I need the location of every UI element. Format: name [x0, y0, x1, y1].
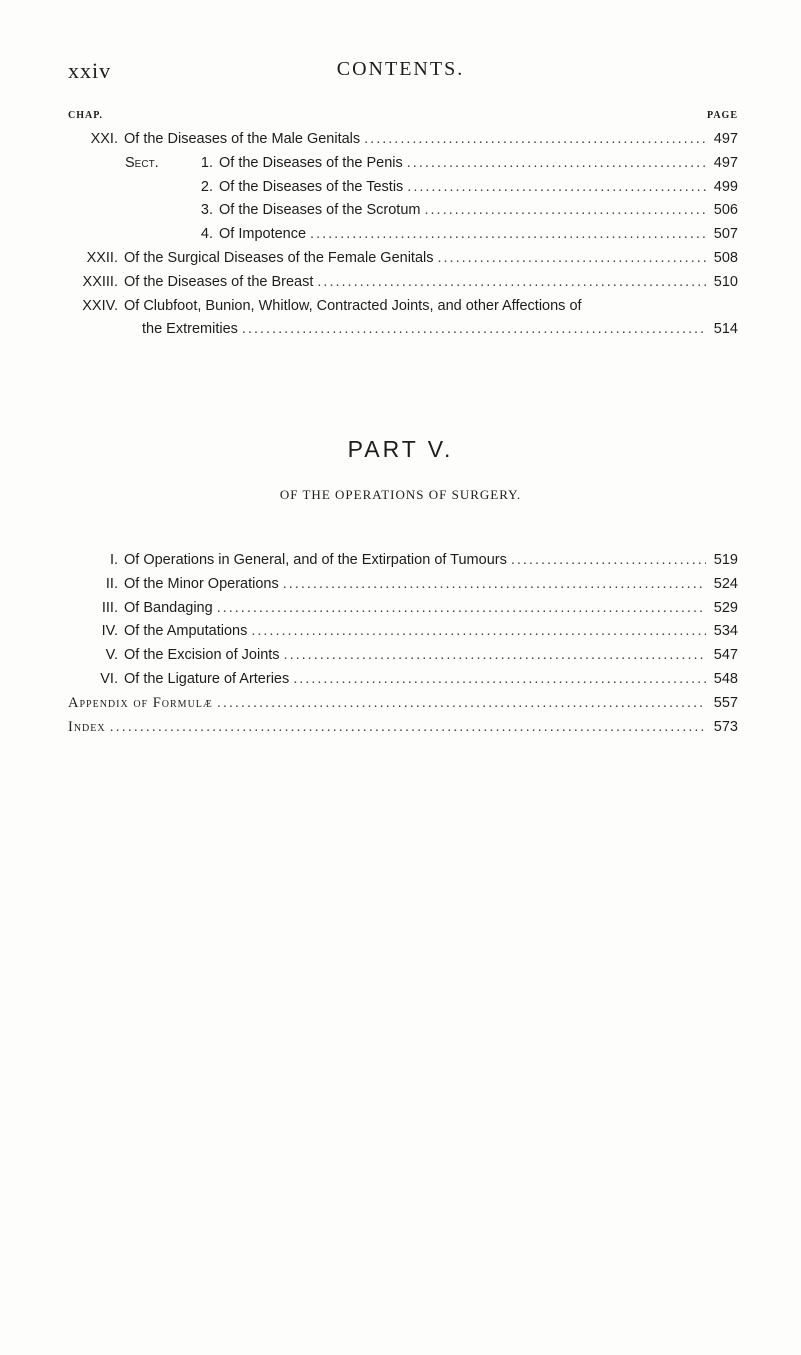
chapter-number: III.	[101, 599, 118, 616]
chapter-number: IV.	[101, 623, 118, 640]
toc-entry-appendix[interactable]	[68, 695, 738, 719]
toc-entry-index[interactable]	[68, 719, 738, 743]
chapter-number: XXIV.	[82, 297, 118, 314]
toc-entry[interactable]	[68, 179, 738, 203]
leader-dots	[407, 179, 706, 195]
section-number: 3.	[200, 202, 213, 219]
leader-dots	[407, 155, 706, 171]
entry-page: 547	[713, 647, 738, 664]
toc-part5	[68, 552, 738, 742]
toc-entry[interactable]	[68, 623, 738, 647]
running-head	[0, 58, 801, 88]
entry-page: 529	[713, 599, 738, 616]
toc-entry[interactable]	[68, 298, 738, 322]
toc-entry[interactable]	[68, 552, 738, 576]
entry-title: Of the Amputations	[124, 623, 248, 640]
leader-dots	[437, 250, 706, 266]
toc-entry[interactable]	[68, 274, 738, 298]
entry-page: 557	[713, 694, 738, 711]
entry-title: Of the Ligature of Arteries	[124, 670, 290, 687]
toc-entry[interactable]	[68, 131, 738, 155]
entry-title: Of the Excision of Joints	[124, 647, 280, 664]
entry-title: Of Impotence	[219, 226, 307, 243]
running-title: CONTENTS.	[336, 58, 465, 80]
entry-title: Of Bandaging	[124, 599, 213, 616]
entry-title: Of the Diseases of the Testis	[219, 178, 404, 195]
toc-entry[interactable]	[68, 250, 738, 274]
entry-title: Of the Diseases of the Breast	[124, 273, 314, 290]
entry-page: 510	[713, 273, 738, 290]
toc-entry[interactable]	[68, 647, 738, 671]
toc-entry-continuation[interactable]	[68, 321, 738, 345]
toc-entry[interactable]	[68, 671, 738, 695]
page-number: xxiv	[68, 58, 112, 83]
chapter-number: XXI.	[90, 131, 118, 147]
appendix-title: Appendix of Formulæ	[68, 694, 213, 711]
entry-page: 506	[713, 202, 738, 219]
page-heading: PAGE	[706, 110, 738, 121]
toc-entry[interactable]	[68, 202, 738, 226]
chap-heading: CHAP.	[68, 110, 103, 121]
entry-title: Of Clubfoot, Bunion, Whitlow, Contracted Joints, and other Affections of	[124, 297, 582, 314]
part-subtitle: OF THE OPERATIONS OF SURGERY.	[279, 487, 522, 502]
toc-entry[interactable]	[68, 600, 738, 624]
entry-page: 514	[713, 321, 738, 338]
section-number: 1.	[200, 154, 213, 171]
chapter-number: V.	[105, 647, 118, 664]
part-title: PART V.	[347, 436, 454, 462]
section-number: 2.	[200, 178, 213, 195]
chapter-number: VI.	[100, 670, 118, 687]
entry-title-continuation: the Extremities	[142, 321, 238, 338]
chapter-number: XXII.	[86, 249, 118, 266]
toc-part4	[68, 131, 738, 345]
toc-entry[interactable]	[68, 576, 738, 600]
section-number: 4.	[200, 226, 213, 243]
column-headings	[68, 110, 738, 121]
entry-page: 519	[713, 552, 738, 568]
entry-page: 548	[713, 670, 738, 687]
toc-entry[interactable]	[68, 155, 738, 179]
entry-title: Of the Diseases of the Penis	[219, 154, 403, 171]
entry-page: 508	[713, 249, 738, 266]
chapter-number: I.	[109, 552, 118, 568]
entry-page: 573	[713, 718, 738, 735]
toc-entry[interactable]	[68, 226, 738, 250]
leader-dots	[217, 695, 706, 711]
entry-title: Of the Minor Operations	[124, 575, 279, 592]
leader-dots	[283, 576, 706, 592]
index-title: Index	[68, 718, 106, 735]
leader-dots	[364, 131, 706, 147]
leader-dots	[293, 671, 706, 687]
entry-page: 507	[713, 226, 738, 243]
leader-dots	[317, 274, 706, 290]
entry-title: Of the Diseases of the Scrotum	[219, 202, 421, 219]
entry-page: 497	[713, 154, 738, 171]
leader-dots	[424, 202, 706, 218]
leader-dots	[242, 321, 706, 337]
leader-dots	[284, 647, 706, 663]
entry-page: 499	[713, 178, 738, 195]
chapter-number: XXIII.	[82, 273, 118, 290]
entry-title: Of the Diseases of the Male Genitals	[124, 131, 361, 147]
entry-title: Of Operations in General, and of the Extirpation of Tumours	[124, 552, 507, 568]
leader-dots	[110, 719, 706, 735]
chapter-number: II.	[105, 575, 118, 592]
entry-page: 524	[713, 575, 738, 592]
entry-title: Of the Surgical Diseases of the Female Genitals	[124, 249, 434, 266]
sect-label: Sect.	[125, 154, 159, 171]
leader-dots	[251, 623, 706, 639]
leader-dots	[310, 226, 706, 242]
entry-page: 497	[713, 131, 738, 147]
leader-dots	[217, 600, 706, 616]
leader-dots	[511, 552, 706, 568]
entry-page: 534	[713, 623, 738, 640]
